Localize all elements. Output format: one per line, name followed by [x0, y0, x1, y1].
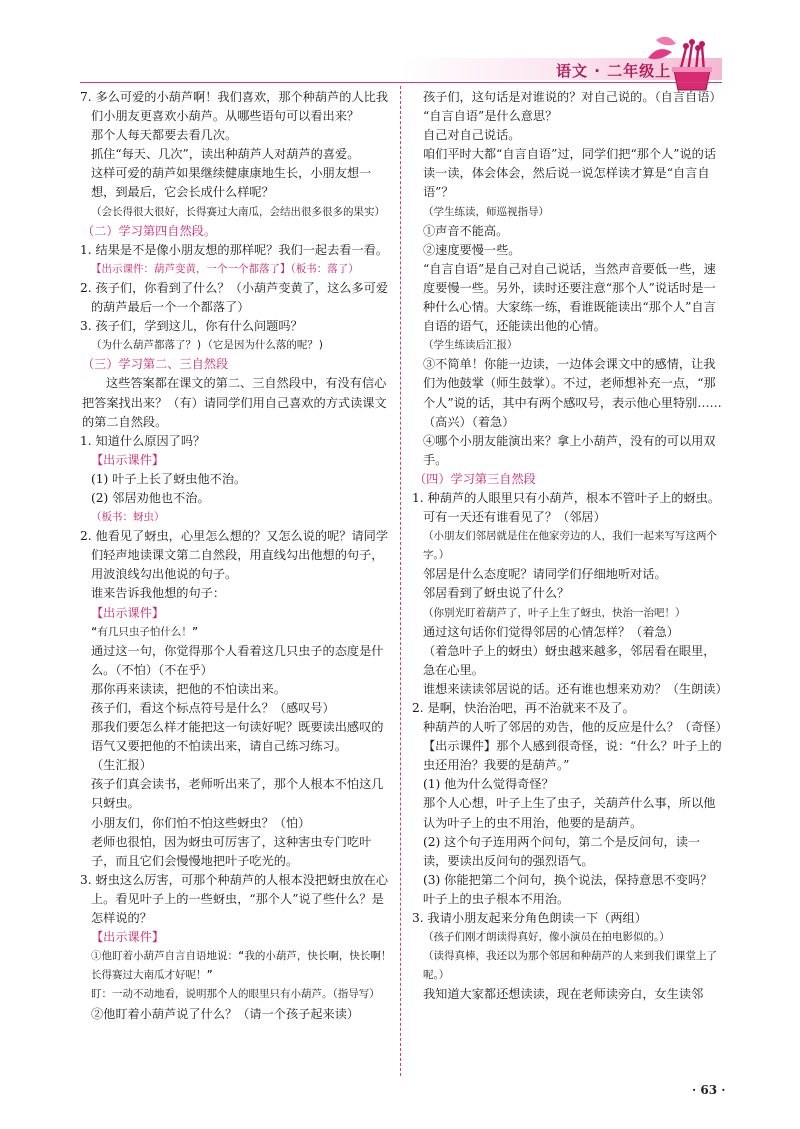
paragraph: 2. 是啊，快治治吧，再不治就来不及了。 [412, 701, 635, 715]
paragraph: 3. 我请小朋友起来分角色朗读一下（两组） [412, 911, 647, 926]
paragraph: 通过这一句，你觉得那个人看着这几只虫子的态度是什么。（不怕）（不在乎） [91, 643, 384, 677]
paragraph: 7. 多么可爱的小葫芦啊！我们喜欢，那个种葫芦的人比我们小朋友更喜欢小葫芦。从哪些语句可以看出来？ [80, 90, 389, 124]
paragraph: (2) 邻居劝他也不治。 [91, 490, 210, 505]
paragraph: 邻居看到了蚜虫说了什么？ [423, 586, 570, 601]
courseware-tag: 【出示课件】 [91, 452, 165, 467]
quote: （你别光盯着葫芦了，叶子上生了蚜虫，快治一治吧！） [423, 606, 686, 619]
column-divider [400, 86, 401, 1076]
section-heading: （三）学习第二、三自然段 [82, 357, 229, 372]
teacher-note: （学生练读，师巡视指导） [423, 205, 549, 218]
paragraph: ②速度要慢一些。 [423, 242, 521, 257]
page-number: · 63 · [692, 1083, 726, 1097]
paragraph: 那个人心想，叶子上生了虫子，关葫芦什么事，所以他认为叶子上的虫不用治，他要的是葫芦。 [423, 796, 716, 830]
paragraph: ④哪个小朋友能演出来？拿上小葫芦，没有的可以用双手。 [423, 433, 716, 467]
section-heading: （二）学习第四自然段。 [82, 223, 217, 238]
left-column [80, 88, 394, 1024]
teacher-note: （会长得很大很好，长得赛过大南瓜，会结出很多很多的果实） [91, 205, 385, 218]
flower-pot-icon [634, 28, 734, 94]
right-column [412, 88, 728, 1005]
teacher-note: （小朋友们邻居就是住在他家旁边的人，我们一起来写写这两个字。） [423, 530, 717, 562]
paragraph: “自言自语”是什么意思？ [423, 109, 558, 124]
paragraph: 3. 蚜虫这么厉害，可那个种葫芦的人根本没把蚜虫放在心上。看见叶子上的一些蚜虫，“那个人”说了些什么？是怎样说的？ [80, 872, 389, 926]
teacher-note: （为什么葫芦都落了？)（它是因为什么落的呢？) [91, 339, 325, 352]
teacher-note: （学生练读后汇报） [423, 339, 518, 352]
paragraph: 1. 种葫芦的人眼里只有小葫芦，根本不管叶子上的蚜虫。可有一天还有谁看见了？（邻居） [412, 490, 721, 525]
paragraph: 种葫芦的人听了邻居的劝告，他的反应是什么？（奇怪） [423, 720, 728, 735]
board-note: （板书：蚜虫） [91, 511, 165, 524]
paragraph: 咱们平时大都“自言自语”过，同学们把“那个人”说的话读一读，体会体会，然后说一说怎样读才算是“自言自语”？ [423, 147, 717, 200]
paragraph: 自己对自己说话。 [423, 128, 521, 143]
paragraph: 1. 知道什么原因了吗？ [80, 433, 206, 448]
quote: ①他盯着小葫芦自言自语地说：“我的小葫芦，快长啊，快长啊！长得赛过大南瓜才好呢！” [91, 950, 392, 982]
courseware-tag: 【出示课件】 [91, 930, 165, 945]
courseware-paragraph: 【出示课件】那个人感到很奇怪，说：“什么？叶子上的虫还用治？我要的是葫芦。” [423, 739, 722, 773]
paragraph: 老师也很怕，因为蚜虫可厉害了，这种害虫专门吃叶子，而且它们会慢慢地把叶子吃光的。 [91, 834, 372, 868]
paragraph: (3) 你能把第二个问句，换个说法，保持意思不变吗？ [423, 872, 713, 887]
paragraph: ①声音不能高。 [423, 223, 509, 238]
paragraph: 孩子们，这句话是对谁说的？对自己说的。（自言自语） [423, 90, 722, 104]
paragraph: ③不简单！你能一边读，一边体会课文中的感情，让我们为他鼓掌（师生鼓掌）。不过，老师想补充一点，“那个人”说的话，其中有两个感叹号，表示他心里特别……（高兴）（着急） [423, 357, 722, 429]
paragraph: 那我们要怎么样才能把这一句读好呢？既要读出感叹的语气又要把他的不怕读出来，请自己练习练习。 [91, 720, 384, 754]
paragraph: 2. 他看见了蚜虫，心里怎么想的？又怎么说的呢？请同学们轻声地读课文第二自然段，用直线勾出他想的句子，用波浪线勾出他说的句子。 [80, 529, 389, 582]
paragraph: 1. 结果是不是像小朋友想的那样呢？我们一起去看一看。 [80, 242, 389, 257]
paragraph: （生汇报） [91, 758, 152, 773]
paragraph: 抓住“每天、几次”，读出种葫芦人对葫芦的喜爱。 [91, 147, 360, 162]
paragraph: 这些答案都在课文的第二、三自然段中，有没有信心把答案找出来？（有）请同学们用自己喜欢的方式读课文的第二自然段。 [82, 376, 387, 429]
paragraph: ②他盯着小葫芦说了什么？（请一个孩子起来读） [91, 1006, 360, 1021]
paragraph: 这样可爱的葫芦如果继续健康康地生长，小朋友想一想，到最后，它会长成什么样呢？ [91, 166, 372, 200]
paragraph: (1) 他为什么觉得奇怪？ [423, 777, 554, 792]
paragraph: 邻居是什么态度呢？请同学们仔细地听对话。 [423, 567, 667, 582]
header-title: 语文 · 二年级上 [556, 62, 672, 80]
paragraph: 孩子们，看这个标点符号是什么？（感叹号） [91, 701, 335, 715]
paragraph: 那个人每天都要去看几次。 [91, 128, 238, 143]
paragraph: 谁来告诉我他想的句子： [91, 586, 226, 601]
paragraph: 小朋友们，你们怕不怕这些蚜虫？（怕） [91, 815, 311, 830]
paragraph: 2. 孩子们，你看到了什么？（小葫芦变黄了，这么多可爱的葫芦最后一个一个都落了） [80, 280, 389, 315]
teacher-note: 盯：一动不动地看，说明那个人的眼里只有小葫芦。（指导写） [91, 988, 380, 1001]
courseware-tag: 【出示课件】 [91, 605, 165, 620]
section-heading: （四）学习第三自然段 [414, 471, 536, 486]
paragraph: 那你再来读读，把他的不怕读出来。 [91, 681, 286, 696]
teacher-note: （读得真棒，我还以为那个邻居和种葫芦的人来到我们课堂上了呢。） [423, 950, 717, 982]
paragraph: （着急叶子上的蚜虫）蚜虫越来越多，邻居看在眼里，急在心里。 [423, 643, 716, 677]
paragraph: 孩子们真会读书，老师听出来了，那个人根本不怕这几只蚜虫。 [91, 777, 384, 811]
teacher-note: （孩子们刚才朗读得真好，像小演员在拍电影似的。） [423, 931, 670, 944]
courseware-tag: 【出示课件：葫芦变黄，一个一个都落了】（板书：落了） [91, 262, 359, 275]
paragraph: 谁想来读读邻居说的话。还有谁也想来劝劝？（生朗读） [423, 681, 728, 696]
paragraph: (2) 这个句子连用两个问句，第二个是反问句，读一读，要读出反问句的强烈语气。 [423, 834, 701, 868]
header-rule [80, 82, 722, 83]
paragraph: “自言自语”是自己对自己说话，当然声音要低一些，速度要慢一些。另外，读时还要注意“那个人”说话时是一种什么心情。大家练一练，看谁既能读出“那个人”自言自语的语气，还能读出他的心情。 [423, 261, 716, 334]
paragraph: 3. 孩子们，学到这儿，你有什么问题吗？ [80, 319, 303, 334]
paragraph: 叶子上的虫子根本不用治。 [423, 891, 570, 906]
quote: “有几只虫子怕什么！” [91, 625, 199, 638]
paragraph: (1) 叶子上长了蚜虫他不治。 [91, 471, 247, 486]
paragraph: 我知道大家都还想读读，现在老师读旁白，女生读邻 [423, 987, 704, 1002]
paragraph: 通过这句话你们觉得邻居的心情怎样？（着急） [423, 624, 679, 639]
